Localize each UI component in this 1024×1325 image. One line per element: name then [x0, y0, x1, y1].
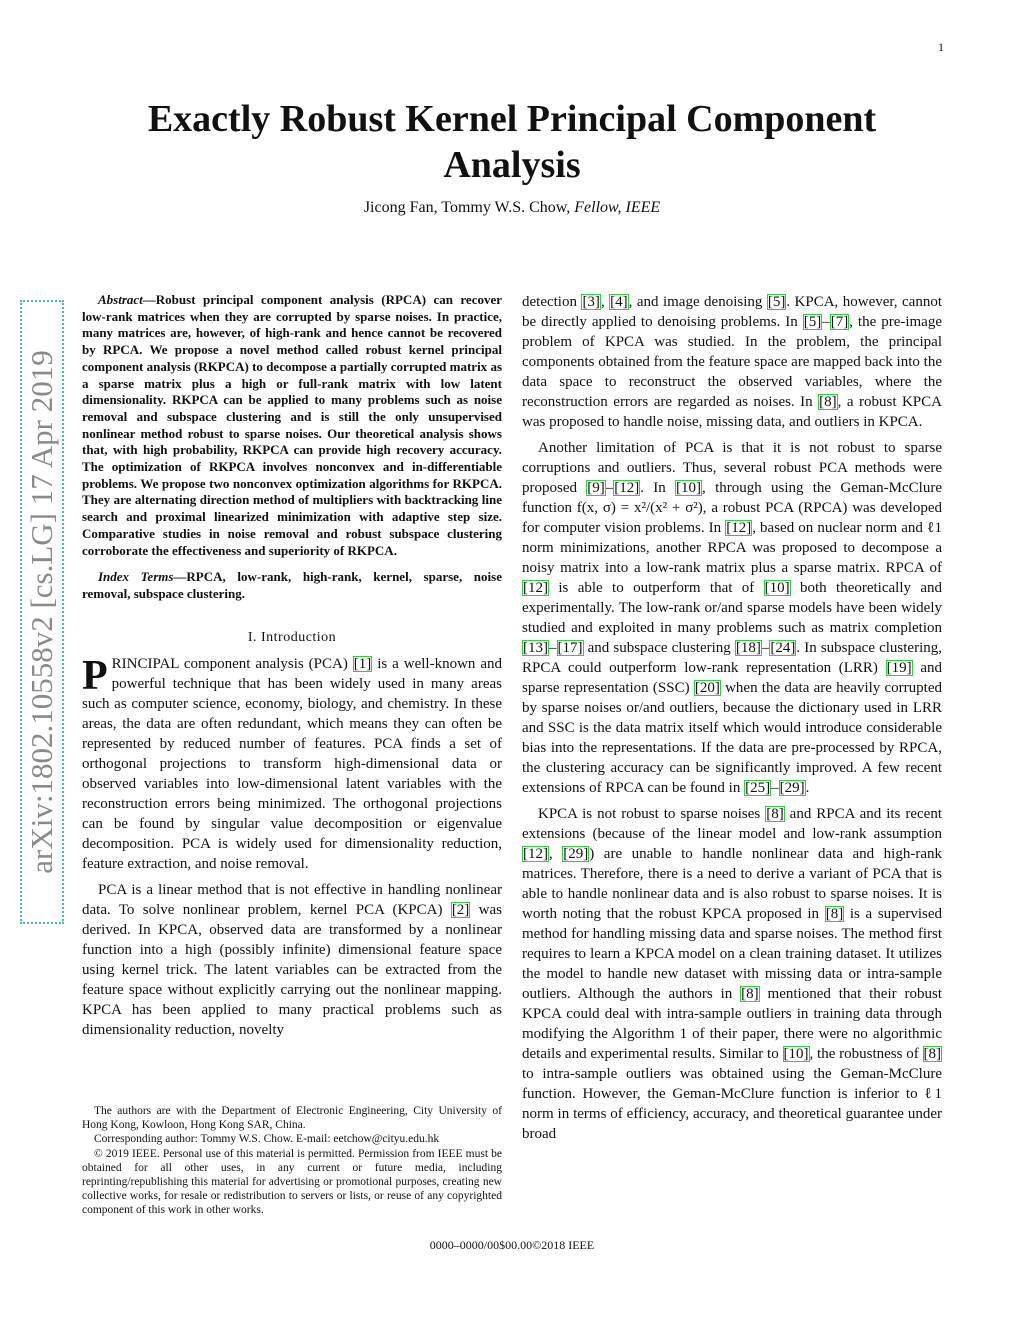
citation-link[interactable]: [19]: [886, 660, 912, 676]
citation-link[interactable]: [5]: [803, 314, 822, 330]
footnote-copyright: © 2019 IEEE. Personal use of this material is permitted. Permission from IEEE must be obtained for all other uses, in any current or future media, including reprinting/republishing this material for advertising or promotional purposes, creating new collective works, for resale or redistribution to servers or lists, or reuse of any copyrighted component of this work in other works.: [82, 1147, 502, 1217]
right-paragraph-1: detection [3], [4], and image denoising [5]. KPCA, however, cannot be directly applied to denoising problems. In [5]–[7], the pre-image problem of KPCA was studied. In the problem, the principal components obtained from the feature space are mapped back into the data space to reconstruct the observed variables, where the reconstruction errors are regarded as noises. In [8], a robust KPCA was proposed to handle noise, missing data, and outliers in KPCA.: [522, 294, 942, 430]
author-affiliation: Fellow, IEEE: [574, 199, 661, 216]
citation-link[interactable]: [18]: [735, 640, 761, 656]
drop-cap: P: [82, 652, 108, 699]
footnote-corresponding: Corresponding author: Tommy W.S. Chow. E-mail: eetchow@cityu.edu.hk: [94, 1133, 440, 1146]
right-paragraph-2: Another limitation of PCA is that it is not robust to sparse corruptions and outliers. Thus, several robust PCA methods were proposed [9]–[12]. In [10], through using the Geman-McClure function f(x, σ) = x²/(x² + σ²), a robust PCA (RPCA) was developed for computer vision problems. In [12], based on nuclear norm and ℓ1 norm minimizations, another RPCA was proposed to decompose a noisy matrix into a low-rank matrix plus a sparse matrix. RPCA of [12] is able to outperform that of [10] both theoretically and experimentally. The low-rank or/and sparse models have been widely studied and exploited in many problems such as matrix completion [13]–[17] and subspace clustering [18]–[24]. In subspace clustering, RPCA could outperform low-rank representation (LRR) [19] and sparse representation (SSC) [20] when the data are heavily corrupted by sparse noises or/and outliers, because the dictionary used in LRR and SSC is the data matrix itself which would introduce considerable bias into the representations. If the data are pre-processed by RPCA, the clustering accuracy can be significantly improved. A few recent extensions of RPCA can be found in [25]–[29].: [522, 440, 943, 796]
citation-link[interactable]: [8]: [825, 906, 844, 922]
right-column: [522, 292, 942, 1144]
citation-link[interactable]: [2]: [451, 901, 470, 918]
abstract: [82, 292, 502, 559]
section-heading-introduction: I. Introduction: [247, 629, 337, 645]
citation-link[interactable]: [24]: [770, 640, 796, 656]
abstract-label: Abstract: [98, 292, 143, 307]
citation-link[interactable]: [10]: [783, 1046, 809, 1062]
intro-paragraph-1-text: RINCIPAL component analysis (PCA) [1] is a well-known and powerful technique that has been widely used in many areas such as computer science, economy, biology, and chemistry. In these areas, the data are often redundant, which means they can often be represented by reduced number of features. PCA finds a set of orthogonal projections to transform high-dimensional data or observed variables into low-dimensional latent variables with the reconstruction errors being minimized. The orthogonal projections can be found by singular value decomposition or eigenvalue decomposition. PCA is widely used for dimensionality reduction, feature extraction, and noise removal.: [82, 655, 502, 872]
citation-link[interactable]: [12]: [523, 580, 548, 596]
page-number: 1: [938, 40, 944, 54]
citation-link[interactable]: [12]: [726, 520, 752, 536]
citation-link[interactable]: [13]: [523, 640, 548, 656]
citation-link[interactable]: [3]: [582, 294, 600, 310]
citation-link[interactable]: [8]: [766, 806, 784, 822]
citation-link[interactable]: [10]: [676, 480, 702, 496]
index-terms: [82, 569, 502, 602]
citation-link[interactable]: [8]: [819, 394, 837, 410]
author-line: [80, 199, 944, 217]
author-names: Jicong Fan, Tommy W.S. Chow,: [363, 199, 575, 216]
citation-link[interactable]: [29]: [563, 846, 589, 862]
intro-paragraph-1: [82, 654, 502, 874]
index-terms-text: —RPCA, low-rank, high-rank, kernel, sparse, noise removal, subspace clustering.: [82, 569, 502, 601]
index-terms-label: Index Terms: [98, 569, 174, 585]
abstract-text: —Robust principal component analysis (RPCA) can recover low-rank matrices when they are corrupted by sparse noises. In practice, many matrices are, however, of high-rank and hence cannot be recovered by RPCA. We propose a novel method called robust kernel principal component analysis (RKPCA) to decompose a partially corrupted matrix as a sparse matrix plus a high or full-rank matrix with low latent dimensionality. RKPCA can be applied to many problems such as noise removal and subspace clustering and is still the only unsupervised nonlinear method robust to sparse noises. Our theoretical analysis shows that, with high probability, RKPCA can provide high recovery accuracy. The optimization of RKPCA involves nonconvex and in-differentiable problems. We propose two nonconvex optimization algorithms for RKPCA. They are alternating direction method of multipliers with backtracking line search and proximal linearized minimization with adaptive step size. Comparative studies in noise removal and robust subspace clustering corroborate the effectiveness and superiority of RKPCA.: [82, 292, 502, 558]
citation-link[interactable]: [9]: [587, 480, 605, 496]
intro-paragraph-2: PCA is a linear method that is not effective in handling nonlinear data. To solve nonlinear problem, kernel PCA (KPCA) [2] was derived. In KPCA, observed data are transformed by a nonlinear function into a high (possibly infinite) dimensional feature space using kernel trick. The latent variables can be extracted from the feature space without explicitly carrying out the nonlinear mapping. KPCA has been applied to many practical problems such as dimensionality reduction, novelty: [82, 881, 502, 1038]
footnote-affiliation: The authors are with the Department of Electronic Engineering, City University of Hong Kong, Kowloon, Hong Kong SAR, China.: [82, 1105, 502, 1132]
citation-link[interactable]: [29]: [779, 780, 805, 796]
citation-link[interactable]: [5]: [767, 294, 786, 310]
citation-link[interactable]: [10]: [764, 580, 790, 596]
citation-link[interactable]: [8]: [741, 986, 759, 1002]
citation-link[interactable]: [12]: [523, 846, 548, 862]
citation-link[interactable]: [25]: [745, 780, 771, 796]
citation-link[interactable]: [17]: [557, 640, 583, 656]
footnotes: [82, 1104, 502, 1218]
citation-link[interactable]: [20]: [694, 680, 720, 696]
citation-link[interactable]: [4]: [610, 294, 628, 310]
paper-title: Exactly Robust Kernel Principal Component Analysis: [147, 98, 877, 186]
citation-link[interactable]: [8]: [923, 1046, 941, 1062]
arxiv-stamp[interactable]: arXiv:1802.10558v2 [cs.LG] 17 Apr 2019: [22, 302, 62, 922]
left-column: [82, 292, 502, 1040]
copyright-line: 0000–0000/00$00.00©2018 IEEE: [429, 1238, 595, 1252]
citation-link[interactable]: [7]: [830, 314, 849, 330]
right-paragraph-3: KPCA is not robust to sparse noises [8] and RPCA and its recent extensions (because of the linear model and low-rank assumption [12], [29]) are unable to handle nonlinear data and high-rank matrices. Therefore, there is a need to derive a variant of PCA that is able to handle nonlinear data and is also robust to sparse noises. It is worth noting that the robust KPCA proposed in [8] is a supervised method for handling missing data and sparse noises. The method first requires to learn a KPCA model on a clean training dataset. It utilizes the model to handle new dataset with missing data or intra-sample outliers. Although the authors in [8] mentioned that their robust KPCA could deal with intra-sample outliers in training data through modifying the Algorithm 1 of their paper, there were no algorithmic details and experimental results. Similar to [10], the robustness of [8] to intra-sample outliers was obtained using the Geman-McClure function. However, the Geman-McClure function is inferior to ℓ1 norm in terms of efficiency, accuracy, and theoretical guarantee under broad: [522, 806, 943, 1142]
citation-link[interactable]: [12]: [614, 480, 640, 496]
citation-link[interactable]: [1]: [353, 655, 372, 672]
